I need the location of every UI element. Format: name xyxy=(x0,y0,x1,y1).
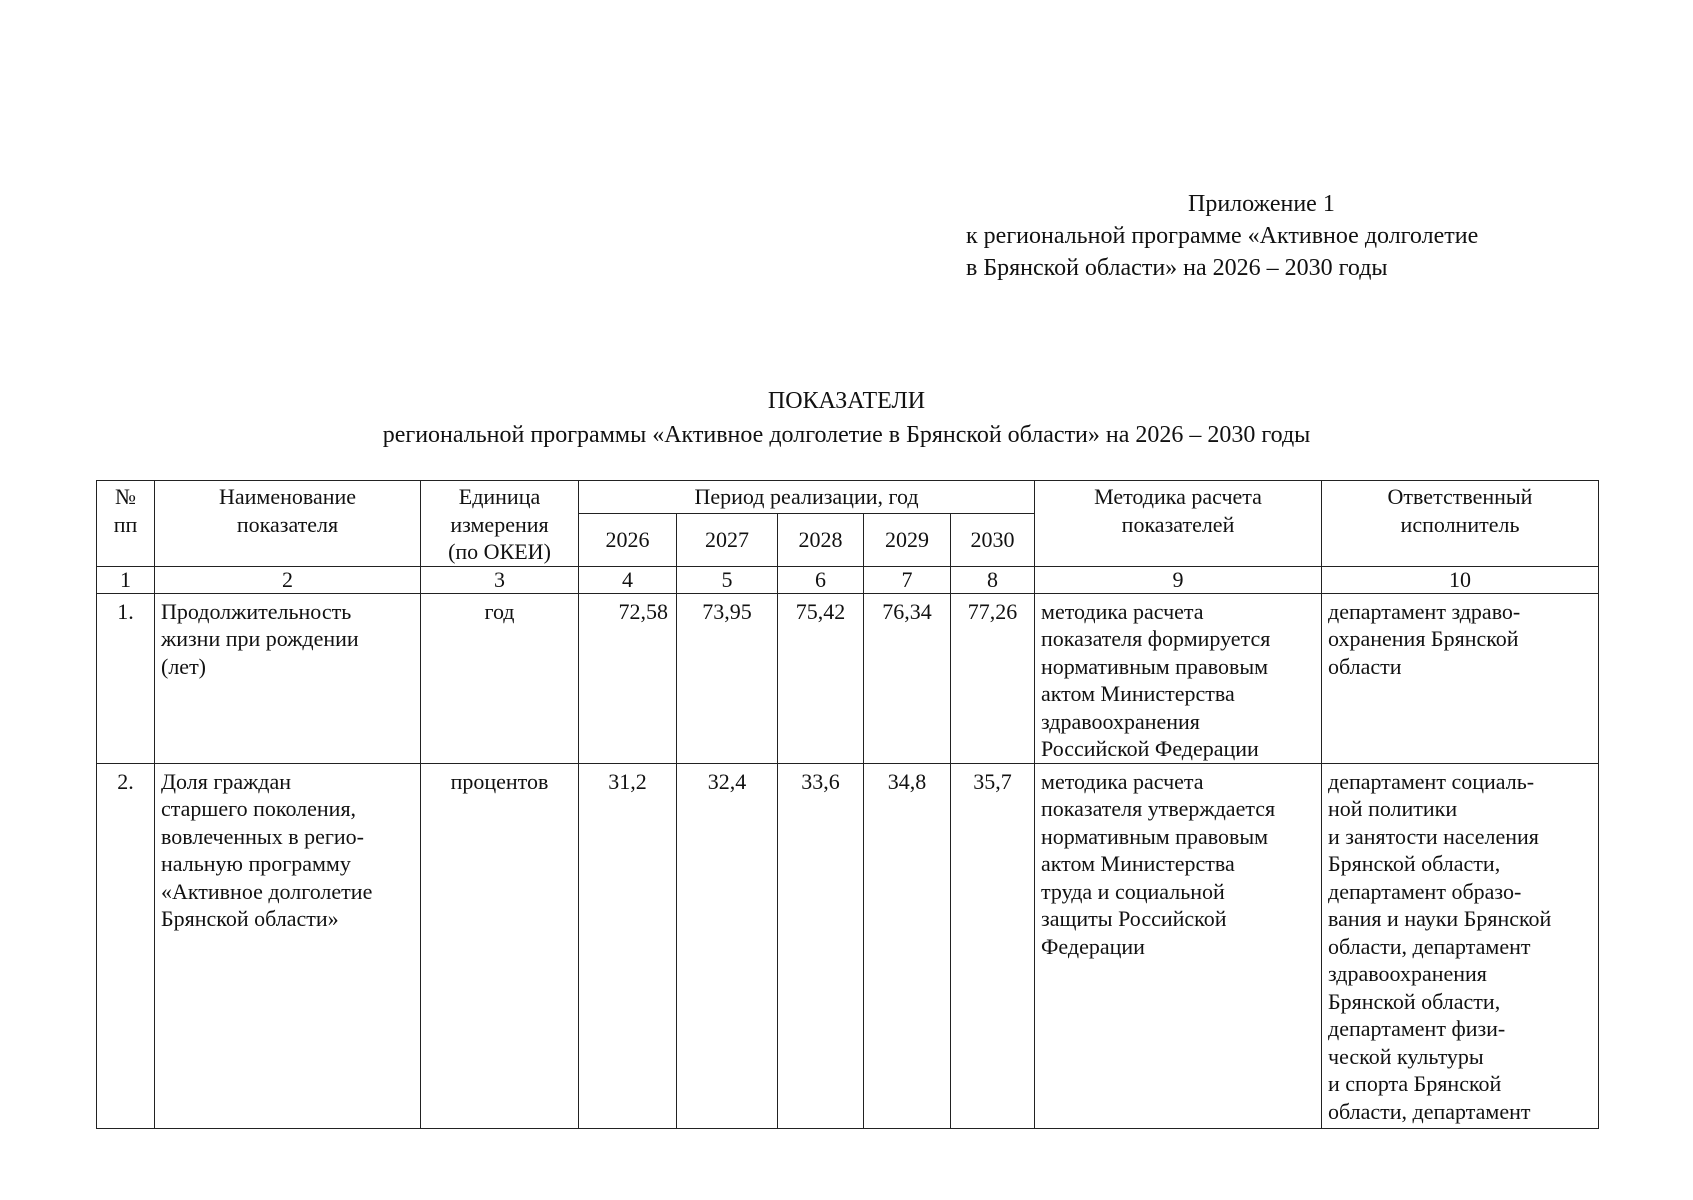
indicator-name: Продолжительность жизни при рождении (лет) xyxy=(155,593,421,763)
column-number: 1 xyxy=(97,566,155,593)
indicator-name: Доля граждан старшего поколения, вовлеченных в регио- нальную программу «Активное долголетие Брянской области» xyxy=(155,763,421,1128)
document-title: ПОКАЗАТЕЛИ xyxy=(767,388,926,414)
value-2027: 73,95 xyxy=(677,593,778,763)
column-number: 4 xyxy=(579,566,677,593)
column-number: 9 xyxy=(1035,566,1322,593)
column-number: 6 xyxy=(778,566,864,593)
appendix-reference xyxy=(966,188,1666,284)
table-row xyxy=(97,593,1599,763)
value-2027: 32,4 xyxy=(677,763,778,1128)
header-year-2029: 2029 xyxy=(864,513,951,566)
column-number-row xyxy=(97,566,1599,593)
value-2028: 33,6 xyxy=(778,763,864,1128)
table-row xyxy=(97,763,1599,1128)
row-number: 1. xyxy=(97,593,155,763)
header-name: Наименование показателя xyxy=(155,481,421,567)
appendix-program-line: к региональной программе «Активное долголетие xyxy=(966,223,1479,249)
calculation-method: методика расчета показателя утверждается нормативным правовым актом Министерства труда и социальной защиты Российской Федерации xyxy=(1035,763,1322,1128)
header-year-2028: 2028 xyxy=(778,513,864,566)
calculation-method: методика расчета показателя формируется нормативным правовым актом Министерства здравоохранения Российской Федерации xyxy=(1035,593,1322,763)
header-num: № пп xyxy=(97,481,155,567)
column-number: 5 xyxy=(677,566,778,593)
value-2030: 77,26 xyxy=(951,593,1035,763)
column-number: 8 xyxy=(951,566,1035,593)
header-method: Методика расчета показателей xyxy=(1035,481,1322,567)
column-number: 3 xyxy=(421,566,579,593)
column-number: 10 xyxy=(1322,566,1599,593)
value-2029: 34,8 xyxy=(864,763,951,1128)
indicators-table xyxy=(96,480,1599,1129)
value-2026: 72,58 xyxy=(579,593,677,763)
header-year-2027: 2027 xyxy=(677,513,778,566)
column-number: 2 xyxy=(155,566,421,593)
document-heading xyxy=(0,384,1693,452)
header-period: Период реализации, год xyxy=(579,481,1035,514)
appendix-number: Приложение 1 xyxy=(1188,191,1335,217)
column-number: 7 xyxy=(864,566,951,593)
value-2030: 35,7 xyxy=(951,763,1035,1128)
document-subtitle: региональной программы «Активное долголетие в Брянской области» на 2026 – 2030 годы xyxy=(382,422,1311,448)
indicator-unit: процентов xyxy=(421,763,579,1128)
indicator-unit: год xyxy=(421,593,579,763)
header-year-2030: 2030 xyxy=(951,513,1035,566)
value-2029: 76,34 xyxy=(864,593,951,763)
header-year-2026: 2026 xyxy=(579,513,677,566)
value-2026: 31,2 xyxy=(579,763,677,1128)
row-number: 2. xyxy=(97,763,155,1128)
responsible-executor: департамент социаль- ной политики и занятости населения Брянской области, департамент образо- вания и науки Брянской области, департамент здравоохранения Брянской области, департамент физи- ческой культуры и спорта Брянской области, департамент xyxy=(1322,763,1599,1128)
header-unit: Единица измерения (по ОКЕИ) xyxy=(421,481,579,567)
header-executor: Ответственный исполнитель xyxy=(1322,481,1599,567)
appendix-period-line: в Брянской области» на 2026 – 2030 годы xyxy=(966,255,1388,281)
responsible-executor: департамент здраво- охранения Брянской области xyxy=(1322,593,1599,763)
value-2028: 75,42 xyxy=(778,593,864,763)
